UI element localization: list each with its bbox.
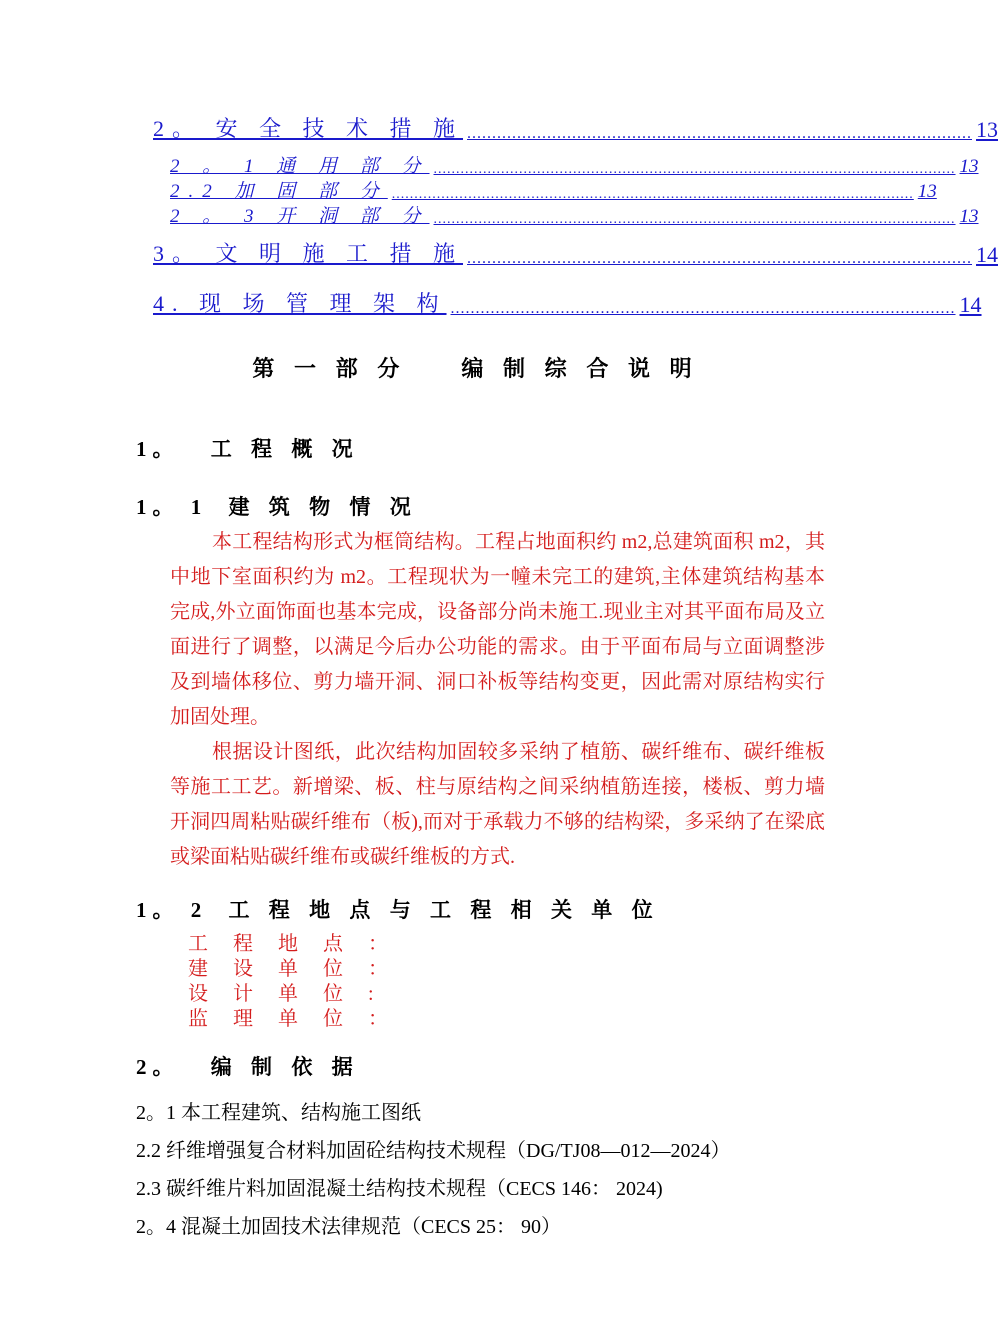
- section-number: 1。: [136, 437, 180, 461]
- part-title: 第 一 部 分 编 制 综 合 说 明: [252, 357, 698, 382]
- toc-entry-label: 3。 文 明 施 工 措 施: [153, 241, 464, 266]
- toc-leader-dots: .....................................................................................................: [467, 250, 973, 267]
- toc-entry-civilized[interactable]: [153, 237, 998, 268]
- toc-leader-dots: .....................................................................................................: [467, 125, 973, 142]
- section-heading-basis: [136, 1051, 359, 1081]
- unit-designer: 设 计 单 位 :: [188, 983, 384, 1005]
- section-heading-location-units: [136, 894, 659, 924]
- toc-entry-label: 4. 现 场 管 理 架 构: [153, 291, 447, 316]
- section-title: 编 制 依 据: [210, 1055, 359, 1079]
- basis-item: 2.2 纤维增强复合材料加固砼结构技术规程（DG/TJ08—012—2024）: [136, 1140, 731, 1162]
- toc-entry-general[interactable]: [170, 151, 979, 178]
- toc-entry-page: 13: [917, 181, 937, 202]
- toc-entry-management[interactable]: [153, 287, 982, 318]
- basis-item: 2。4 混凝土加固技术法律规范（CECS 25： 90）: [136, 1216, 562, 1238]
- toc-entry-label: 2 。 1 通 用 部 分: [170, 156, 430, 177]
- unit-location: 工 程 地 点 ：: [188, 933, 398, 955]
- section-title: 工 程 地 点 与 工 程 相 关 单 位: [228, 898, 659, 922]
- basis-item: 2.3 碳纤维片料加固混凝土结构技术规程（CECS 146： 2024): [136, 1178, 663, 1200]
- section-title: 建 筑 物 情 况: [228, 495, 417, 519]
- section-heading-overview: [136, 433, 359, 463]
- section-heading-building: [136, 491, 417, 521]
- toc-entry-safety[interactable]: [153, 112, 998, 143]
- section-number: 1。 1: [136, 495, 208, 519]
- toc-entry-reinforcement[interactable]: [170, 176, 937, 203]
- toc-entry-page: 13: [976, 117, 998, 142]
- toc-entry-page: 14: [976, 242, 998, 267]
- toc-entry-page: 14: [959, 292, 982, 317]
- basis-item: 2。1 本工程建筑、结构施工图纸: [136, 1102, 421, 1124]
- section-title: 工 程 概 况: [210, 437, 359, 461]
- units-list: [188, 932, 398, 1032]
- toc-leader-dots: .....................................................................................................: [450, 300, 956, 317]
- toc-entry-label: 2.2 加 固 部 分: [170, 181, 388, 202]
- toc-entry-label: 2 。 3 开 洞 部 分: [170, 206, 430, 227]
- toc-leader-dots: ....................................................................................................................: [433, 212, 956, 227]
- toc-entry-opening[interactable]: [170, 201, 979, 228]
- paragraph-design-description: 根据设计图纸，此次结构加固较多采纳了植筋、碳纤维布、碳纤维板等施工工艺。新增梁、板、柱与原结构之间采纳植筋连接，楼板、剪力墙开洞四周粘贴碳纤维布（板),而对于承载力不够的结构梁，多采纳了在梁底或梁面粘贴碳纤维布或碳纤维板的方式.: [170, 741, 825, 868]
- section-number: 1。 2: [136, 898, 208, 922]
- unit-owner: 建 设 单 位 ：: [188, 958, 398, 980]
- section-number: 2。: [136, 1055, 180, 1079]
- paragraph-building-description: 本工程结构形式为框筒结构。工程占地面积约 m2,总建筑面积 m2，其中地下室面积约为 m2。工程现状为一幢未完工的建筑,主体建筑结构基本完成,外立面饰面也基本完成，设备部分尚未施工.现业主对其平面布局及立面进行了调整，以满足今后办公功能的需求。由于平面布局与立面调整涉及到墙体移位、剪力墙开洞、洞口补板等结构变更，因此需对原结构实行加固处理。: [170, 531, 825, 728]
- toc-leader-dots: ....................................................................................................................: [391, 187, 914, 202]
- toc-entry-page: 13: [959, 206, 979, 227]
- toc-entry-page: 13: [959, 156, 979, 177]
- toc-leader-dots: ....................................................................................................................: [433, 162, 956, 177]
- unit-supervisor: 监 理 单 位 ：: [188, 1008, 398, 1030]
- toc-entry-label: 2。 安 全 技 术 措 施: [153, 116, 464, 141]
